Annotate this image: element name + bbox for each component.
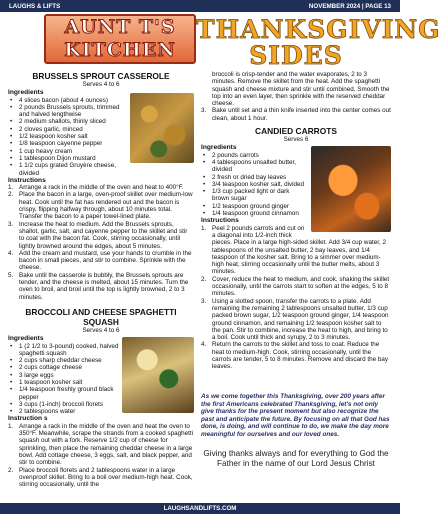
recipe-serves: Serves 4 to 6 (82, 326, 120, 334)
list-item: 4. Add the cream and mustard, use your hands to crumble in the bacon in small pieces, and stir to combine. Sprinkle with the cheese. (8, 249, 192, 272)
list-item: • 3 cups (1-inch) broccoli florets (8, 401, 194, 408)
list-item: 4. Return the carrots to the skillet and toss to coat. Reduce the heat to medium-high. Cook, stirring occasionally, until the carrots are tender, 5 to 8 minutes. Remove and discard the bay leaves. (201, 341, 389, 371)
ingredient-list (201, 152, 391, 218)
list-item: 2. Cover, reduce the heat to medium, and cook, shaking the skillet occasionally, until the carrots start to soften at the edges, 5 to 8 minutes. (201, 275, 390, 298)
list-item: • 2 tablespoons water (8, 408, 194, 415)
instruction-list (8, 423, 194, 489)
instructions-heading: Instructions (8, 176, 46, 184)
list-item: 2. Place broccoli florets and 2 tablespoons water in a large ovenproof skillet. Bring to a boil over medium-high heat. Cook, stirring occasionally, until the (8, 466, 193, 489)
newsletter-name: LAUGHS & LIFTS (9, 2, 61, 10)
ingredients-heading: Ingredients (8, 335, 44, 343)
list-item: • 1 1/2 cups grated Gruyère cheese, divided (8, 162, 194, 177)
list-item: • 2 fresh or dried bay leaves (201, 174, 391, 181)
instructions-heading: Instruction s (8, 415, 48, 423)
list-item: • 3 large eggs (8, 372, 194, 379)
list-item: 1. Peel 2 pounds carrots and cut on a diagonal into 1/2-inch thick pieces. Place in a large high-sided skillet. Add 3/4 cup water, 2 tablespoons of the unsalted butter, 2 bay leaves, and 1/4 teaspoon of the kosher salt. Bring to a simmer over medium-high heat, stirring occasionally until the butter melts, about 3 minutes. (201, 224, 386, 276)
ingredient-list (8, 343, 194, 416)
list-item: • 1/4 teaspoon ground cinnamon (201, 210, 391, 217)
recipe-title: CANDIED CARROTS (255, 126, 337, 137)
footer-website[interactable]: LAUGHSANDLIFTS.COM (0, 503, 400, 514)
list-item: • 1/2 teaspoon ground ginger (201, 203, 391, 210)
issue-info: NOVEMBER 2024 | PAGE 13 (308, 2, 391, 10)
recipe-title: BRUSSELS SPROUT CASSEROLE (32, 71, 170, 81)
list-item: 2. Place the bacon in a large, oven-proof skillet over medium-low heat. Cook until the fat has rendered out and the bacon is crispy, flipping halfway through, about 10 minutes total. Transfer the bacon to a paper towel-lined plate. (8, 191, 193, 221)
list-item: 3. Increase the heat to medium. Add the Brussels sprouts, shallot, garlic, salt, and cayenne pepper to the skillet and stir to coat with the bacon fat. Cook, stirring occasionally, until lightly browned around the edges, about 5 minutes. (8, 220, 188, 250)
list-item: • 4 slices bacon (about 4 ounces) (8, 97, 194, 104)
list-item: • 1/4 teaspoon freshly ground black pepper (8, 386, 194, 401)
list-item: • 1 teaspoon kosher salt (8, 379, 194, 386)
list-item: 3. Using a slotted spoon, transfer the carrots to a plate. Add remaining the remaining 2 tablespoons unsalted butter, 1/3 cup packed brown sugar, 1/2 teaspoon ground ginger, 1/4 teaspoon ground cinnamon, and remaining 1/2 teaspoon kosher salt to the pan. Stir to combine, increase the heat to high, and bring to a boil. Cook until thick and syrupy, 2 to 3 minutes. (201, 297, 389, 342)
list-item: • 2 cups sharp cheddar cheese (8, 357, 194, 364)
list-item: • 1 cup heavy cream (8, 148, 194, 155)
instructions-heading: Instructions (201, 217, 239, 225)
list-item: • 1/3 cup packed light or dark brown sugar (201, 188, 391, 203)
list-item: • 3/4 teaspoon kosher salt, divided (201, 181, 391, 188)
list-item: • 2 cups cottage cheese (8, 364, 194, 371)
list-item: • 2 medium shallots, thinly sliced (8, 118, 194, 125)
headline-line-1: THANKSGIVING (196, 15, 441, 44)
recipe-title: BROCCOLI AND CHEESE SPAGHETTI SQUASH (25, 306, 177, 327)
list-item: • 1/2 teaspoon kosher salt (8, 133, 194, 140)
instruction-list (201, 225, 391, 371)
list-item: 1. Arrange a rack in the middle of the oven and heat the oven to 350°F. Meanwhile, scrape the strands from a cooked spaghetti squash out with a fork. Reserve 1/2 cup of cheese for sprinkling, then place the remaining cheddar cheese in a large bowl. Add cottage cheese, 3 eggs, salt, and black pepper, and stir to combine. (8, 422, 194, 467)
list-item: • 2 pounds Brussels sprouts, trimmed and halved lengthwise (8, 104, 194, 119)
blessing-verse: Giving thanks always and for everything to God the Father in the name of our Lord Jesus Christ (203, 449, 389, 468)
instruction-list (8, 184, 194, 301)
recipe-serves: Serves 4 to 6 (82, 81, 120, 88)
ingredient-list (8, 97, 194, 177)
list-item: • 1 tablespoon Dijon mustard (8, 155, 194, 162)
ingredients-heading: Ingredients (8, 89, 44, 97)
list-item: • 2 pounds carrots (201, 152, 391, 159)
list-item: 1. Arrange a rack in the middle of the oven and heat to 400°F. (8, 184, 184, 192)
aunt-ts-kitchen-logo (44, 14, 196, 64)
thanksgiving-quote: As we come together this Thanksgiving, over 200 years after the first Americans celebrated Thanksgiving, let's not only give thanks for the present moment but also recognize the past and anticipate the future. By focusing on all that God has done, is doing, and will continue to do, we make the day more meaningful for ourselves and our loved ones. (201, 393, 390, 438)
logo-line-1: AUNT T'S (64, 16, 176, 38)
left-column (8, 71, 194, 488)
ingredients-heading: Ingredients (201, 144, 237, 152)
list-item: • 2 cloves garlic, minced (8, 126, 194, 133)
recipe-serves: Serves 6 (283, 136, 309, 144)
list-item: • 1/8 teaspoon cayenne pepper (8, 140, 194, 147)
list-item: 5. Bake until the casserole is bubbly, the Brussels sprouts are tender, and the cheese is melted, about 15 minutes. Turn the oven to broil, and broil until the top is lightly browned, 2 to 3 minutes. (8, 271, 189, 301)
list-item: • 4 tablespoons unsalted butter, divided (201, 159, 391, 174)
continued-text: broccoli is crisp-tender and the water evaporates, 2 to 3 minutes. Remove the skillet from the heat. Add the spaghetti squash and cheese mixture and stir until combined. Smooth the top into an even layer, then sprinkle with the reserved cheddar cheese. (212, 71, 390, 108)
headline-line-2: SIDES (249, 41, 343, 70)
header-bar (0, 0, 400, 12)
list-item: • 1 (2 1/2 to 3-pound) cooked, halved spaghetti squash (8, 343, 194, 358)
instruction-list (201, 107, 391, 122)
right-column (201, 71, 391, 371)
list-item: 3. Bake until set and a thin knife inserted into the center comes out clean, about 1 hour. (201, 107, 391, 122)
logo-line-2: KITCHEN (64, 39, 176, 61)
